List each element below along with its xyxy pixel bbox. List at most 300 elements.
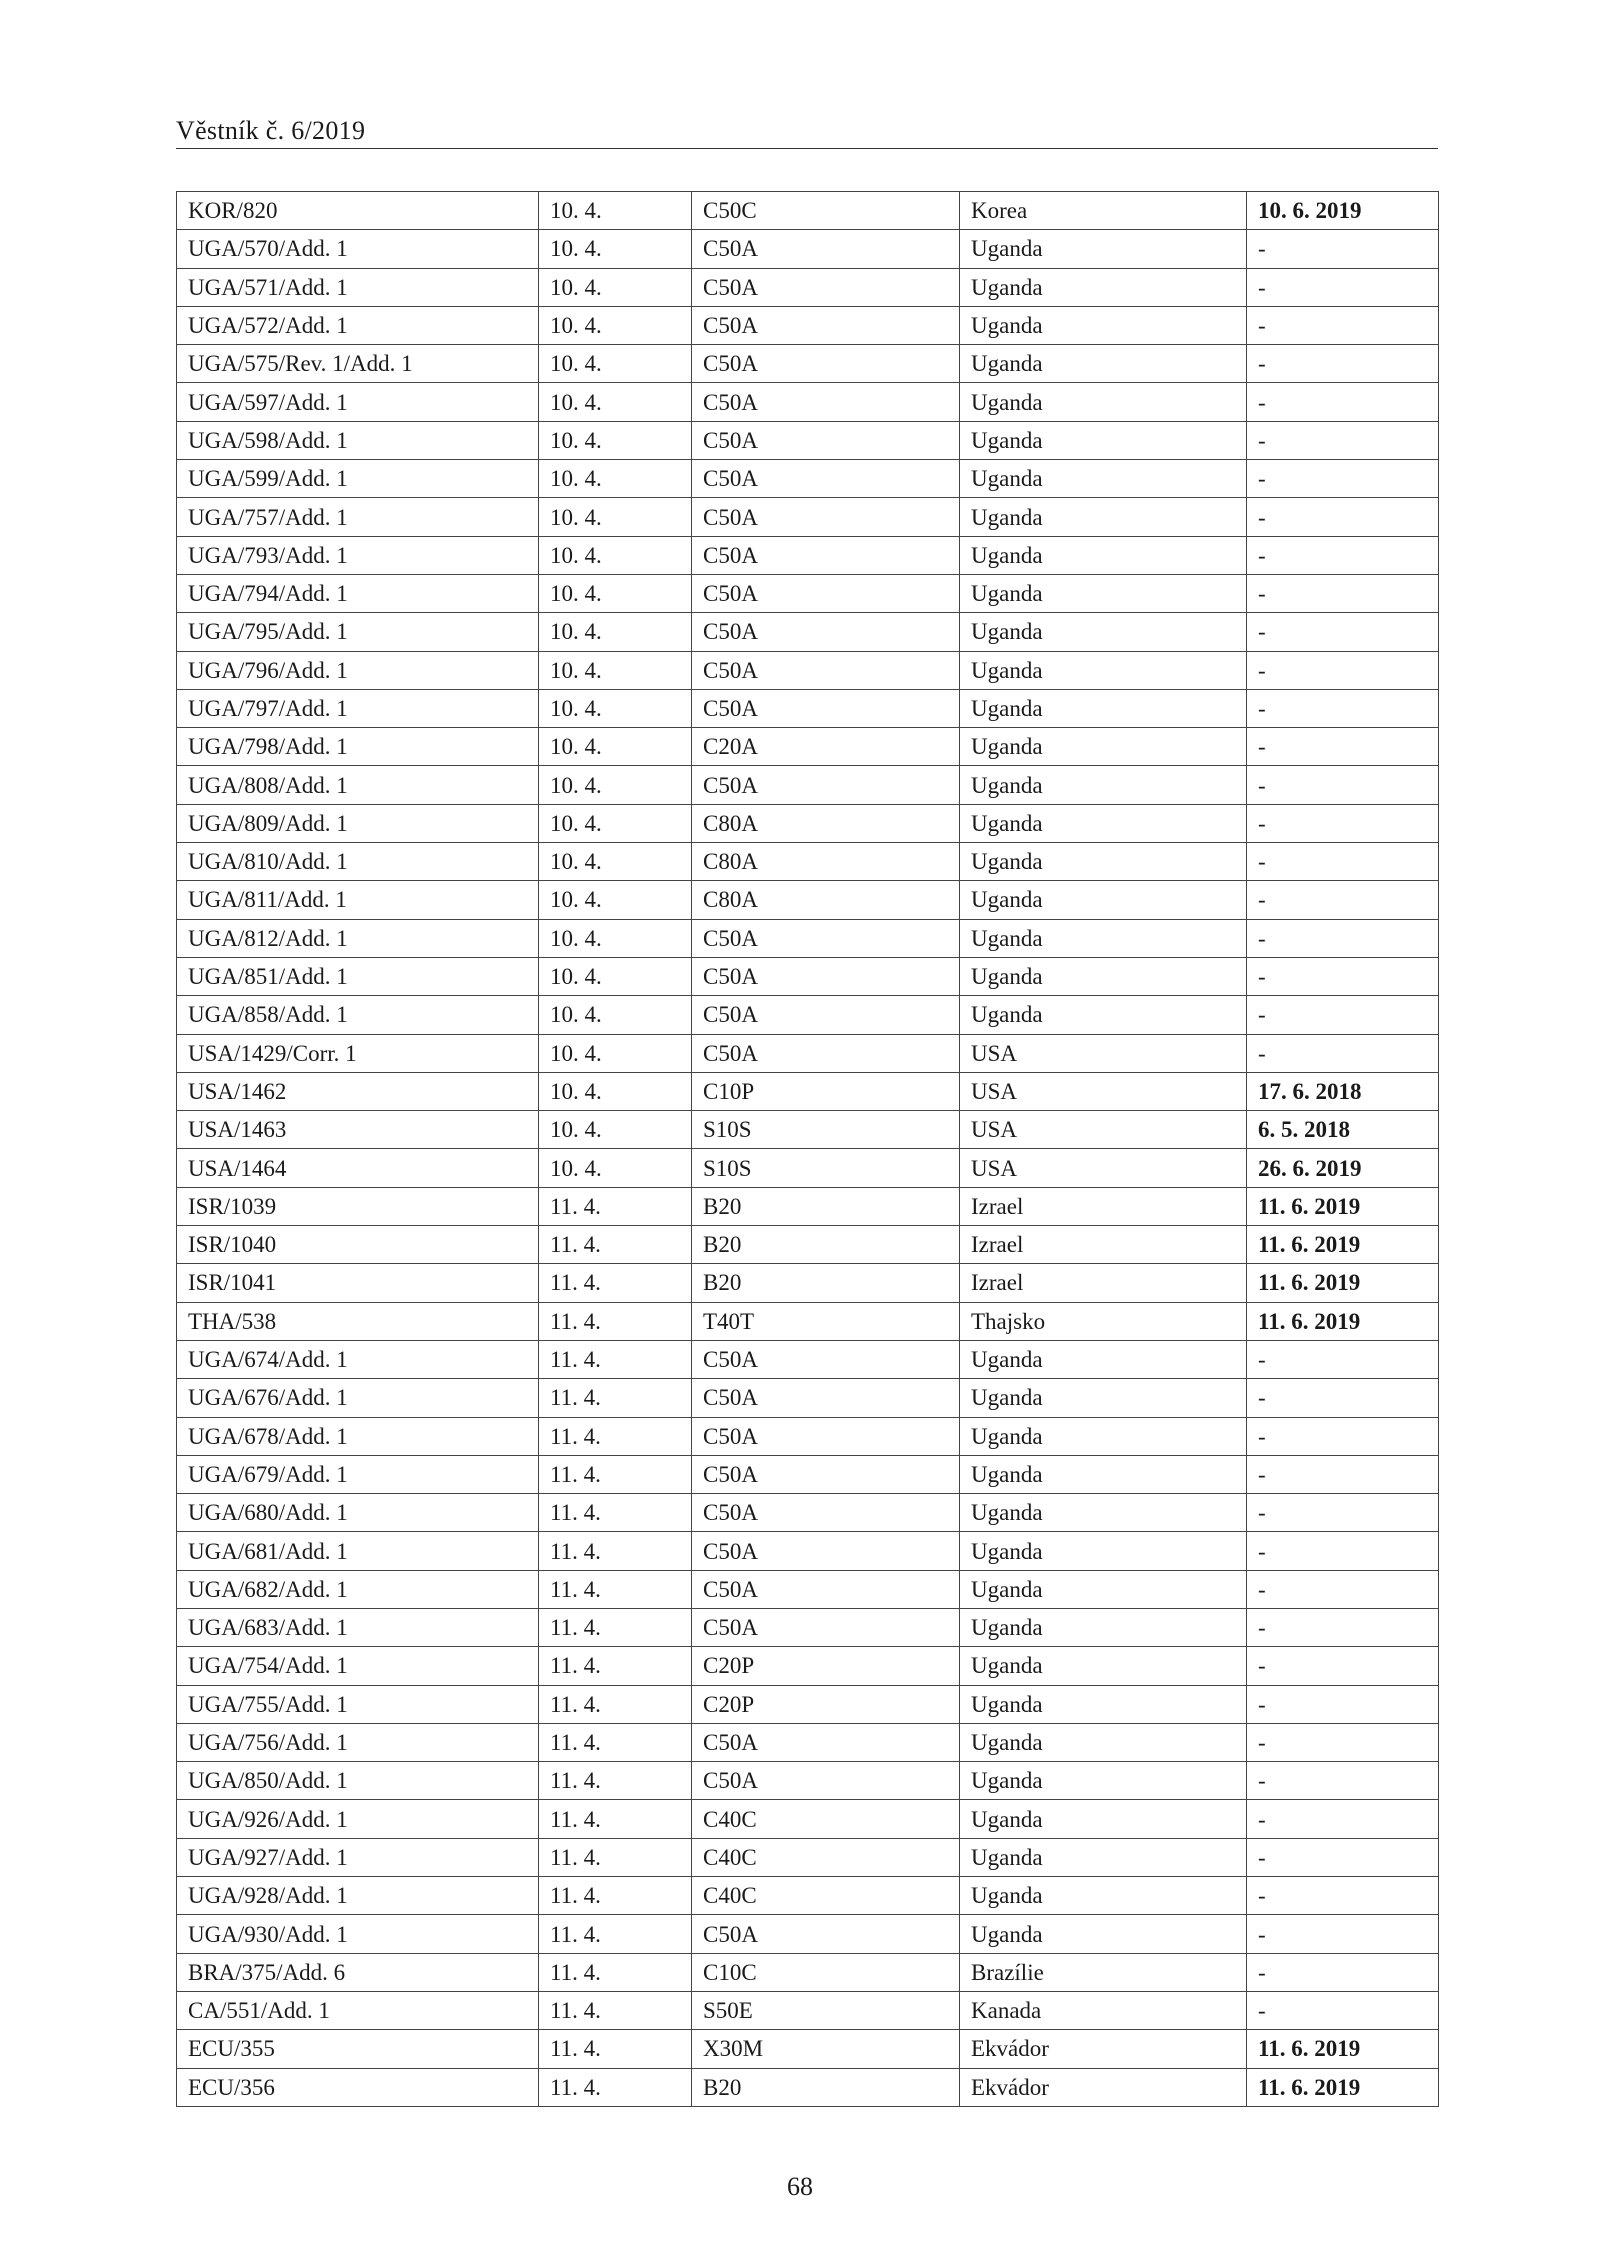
country-cell: Ekvádor: [960, 2068, 1247, 2106]
reference-cell: UGA/810/Add. 1: [177, 843, 539, 881]
code-cell: C50A: [692, 1455, 960, 1493]
reference-cell: UGA/756/Add. 1: [177, 1723, 539, 1761]
code-cell: C50A: [692, 651, 960, 689]
date-cell: 11. 4.: [539, 1340, 692, 1378]
date-cell: 11. 4.: [539, 1762, 692, 1800]
table-row: [177, 192, 1439, 230]
code-cell: C50A: [692, 613, 960, 651]
deadline-cell: -: [1247, 1877, 1439, 1915]
table-row: [177, 1838, 1439, 1876]
deadline-cell: -: [1247, 689, 1439, 727]
table-row: [177, 1915, 1439, 1953]
table-row: [177, 1608, 1439, 1646]
date-cell: 11. 4.: [539, 1877, 692, 1915]
table-row: [177, 1532, 1439, 1570]
deadline-cell: 17. 6. 2018: [1247, 1072, 1439, 1110]
reference-cell: UGA/812/Add. 1: [177, 919, 539, 957]
code-cell: S10S: [692, 1111, 960, 1149]
table-row: [177, 498, 1439, 536]
table-row: [177, 1111, 1439, 1149]
date-cell: 11. 4.: [539, 1379, 692, 1417]
reference-cell: ISR/1041: [177, 1264, 539, 1302]
deadline-cell: 11. 6. 2019: [1247, 2068, 1439, 2106]
date-cell: 11. 4.: [539, 2068, 692, 2106]
code-cell: C50A: [692, 1762, 960, 1800]
deadline-cell: -: [1247, 1953, 1439, 1991]
table-row: [177, 957, 1439, 995]
deadline-cell: -: [1247, 1608, 1439, 1646]
country-cell: Thajsko: [960, 1302, 1247, 1340]
date-cell: 11. 4.: [539, 1723, 692, 1761]
code-cell: C50A: [692, 1034, 960, 1072]
deadline-cell: -: [1247, 766, 1439, 804]
country-cell: Uganda: [960, 268, 1247, 306]
reference-cell: USA/1462: [177, 1072, 539, 1110]
reference-cell: USA/1464: [177, 1149, 539, 1187]
country-cell: USA: [960, 1034, 1247, 1072]
country-cell: Brazílie: [960, 1953, 1247, 1991]
date-cell: 10. 4.: [539, 306, 692, 344]
reference-cell: UGA/811/Add. 1: [177, 881, 539, 919]
code-cell: B20: [692, 1226, 960, 1264]
code-cell: C50A: [692, 766, 960, 804]
country-cell: Korea: [960, 192, 1247, 230]
reference-cell: UGA/597/Add. 1: [177, 383, 539, 421]
reference-cell: UGA/930/Add. 1: [177, 1915, 539, 1953]
deadline-cell: -: [1247, 536, 1439, 574]
table-row: [177, 306, 1439, 344]
reference-cell: USA/1463: [177, 1111, 539, 1149]
date-cell: 10. 4.: [539, 996, 692, 1034]
reference-cell: UGA/598/Add. 1: [177, 421, 539, 459]
table-row: [177, 1379, 1439, 1417]
code-cell: C50A: [692, 957, 960, 995]
date-cell: 10. 4.: [539, 651, 692, 689]
deadline-cell: 11. 6. 2019: [1247, 1187, 1439, 1225]
date-cell: 11. 4.: [539, 1417, 692, 1455]
table-row: [177, 1723, 1439, 1761]
code-cell: C50A: [692, 345, 960, 383]
country-cell: Uganda: [960, 383, 1247, 421]
code-cell: B20: [692, 1264, 960, 1302]
table-row: [177, 1991, 1439, 2029]
date-cell: 10. 4.: [539, 383, 692, 421]
deadline-cell: -: [1247, 268, 1439, 306]
country-cell: Uganda: [960, 996, 1247, 1034]
reference-cell: ECU/355: [177, 2030, 539, 2068]
country-cell: Izrael: [960, 1226, 1247, 1264]
table-row: [177, 574, 1439, 612]
country-cell: Uganda: [960, 766, 1247, 804]
table-row: [177, 613, 1439, 651]
code-cell: C50A: [692, 1915, 960, 1953]
reference-cell: ISR/1040: [177, 1226, 539, 1264]
table-row: [177, 1340, 1439, 1378]
code-cell: C20A: [692, 728, 960, 766]
table-row: [177, 1455, 1439, 1493]
country-cell: Uganda: [960, 957, 1247, 995]
reference-cell: ECU/356: [177, 2068, 539, 2106]
code-cell: C40C: [692, 1800, 960, 1838]
code-cell: C50A: [692, 996, 960, 1034]
table-row: [177, 919, 1439, 957]
country-cell: Uganda: [960, 1417, 1247, 1455]
reference-cell: UGA/794/Add. 1: [177, 574, 539, 612]
reference-cell: UGA/808/Add. 1: [177, 766, 539, 804]
deadline-cell: -: [1247, 1034, 1439, 1072]
table-row: [177, 804, 1439, 842]
date-cell: 10. 4.: [539, 881, 692, 919]
reference-cell: UGA/798/Add. 1: [177, 728, 539, 766]
reference-cell: UGA/796/Add. 1: [177, 651, 539, 689]
deadline-cell: -: [1247, 1762, 1439, 1800]
code-cell: C80A: [692, 843, 960, 881]
reference-cell: UGA/575/Rev. 1/Add. 1: [177, 345, 539, 383]
table-body: [177, 192, 1439, 2107]
reference-cell: UGA/679/Add. 1: [177, 1455, 539, 1493]
code-cell: C50A: [692, 306, 960, 344]
journal-title: Věstník č. 6/2019: [176, 116, 366, 145]
country-cell: Uganda: [960, 919, 1247, 957]
deadline-cell: -: [1247, 1340, 1439, 1378]
reference-cell: UGA/682/Add. 1: [177, 1570, 539, 1608]
country-cell: Uganda: [960, 1877, 1247, 1915]
table-row: [177, 996, 1439, 1034]
country-cell: Uganda: [960, 881, 1247, 919]
reference-cell: BRA/375/Add. 6: [177, 1953, 539, 1991]
date-cell: 11. 4.: [539, 1953, 692, 1991]
date-cell: 11. 4.: [539, 1570, 692, 1608]
code-cell: B20: [692, 2068, 960, 2106]
table-row: [177, 1570, 1439, 1608]
code-cell: C50A: [692, 1570, 960, 1608]
reference-cell: THA/538: [177, 1302, 539, 1340]
date-cell: 11. 4.: [539, 1800, 692, 1838]
table-row: [177, 766, 1439, 804]
code-cell: C50A: [692, 383, 960, 421]
deadline-cell: -: [1247, 1494, 1439, 1532]
deadline-cell: -: [1247, 1570, 1439, 1608]
table-row: [177, 689, 1439, 727]
table-row: [177, 1877, 1439, 1915]
country-cell: Uganda: [960, 1379, 1247, 1417]
country-cell: Uganda: [960, 574, 1247, 612]
country-cell: Uganda: [960, 230, 1247, 268]
reference-cell: UGA/927/Add. 1: [177, 1838, 539, 1876]
deadline-cell: -: [1247, 1647, 1439, 1685]
country-cell: Uganda: [960, 421, 1247, 459]
deadline-cell: 6. 5. 2018: [1247, 1111, 1439, 1149]
reference-cell: UGA/793/Add. 1: [177, 536, 539, 574]
country-cell: Izrael: [960, 1187, 1247, 1225]
page-header: [176, 112, 1438, 149]
deadline-cell: -: [1247, 383, 1439, 421]
date-cell: 11. 4.: [539, 1838, 692, 1876]
date-cell: 10. 4.: [539, 957, 692, 995]
table-row: [177, 1762, 1439, 1800]
country-cell: Uganda: [960, 1608, 1247, 1646]
table-row: [177, 1072, 1439, 1110]
deadline-cell: -: [1247, 1685, 1439, 1723]
country-cell: Uganda: [960, 498, 1247, 536]
deadline-cell: -: [1247, 651, 1439, 689]
code-cell: C50A: [692, 1723, 960, 1761]
reference-cell: UGA/680/Add. 1: [177, 1494, 539, 1532]
date-cell: 10. 4.: [539, 689, 692, 727]
country-cell: USA: [960, 1111, 1247, 1149]
reference-cell: UGA/754/Add. 1: [177, 1647, 539, 1685]
table-row: [177, 1685, 1439, 1723]
country-cell: Uganda: [960, 1762, 1247, 1800]
deadline-cell: -: [1247, 1379, 1439, 1417]
country-cell: Uganda: [960, 689, 1247, 727]
date-cell: 10. 4.: [539, 421, 692, 459]
reference-cell: UGA/572/Add. 1: [177, 306, 539, 344]
deadline-cell: -: [1247, 996, 1439, 1034]
country-cell: Uganda: [960, 728, 1247, 766]
code-cell: C50A: [692, 919, 960, 957]
date-cell: 11. 4.: [539, 1264, 692, 1302]
deadline-cell: 11. 6. 2019: [1247, 1226, 1439, 1264]
reference-cell: UGA/795/Add. 1: [177, 613, 539, 651]
country-cell: Uganda: [960, 1915, 1247, 1953]
reference-cell: CA/551/Add. 1: [177, 1991, 539, 2029]
date-cell: 10. 4.: [539, 919, 692, 957]
reference-cell: UGA/755/Add. 1: [177, 1685, 539, 1723]
country-cell: Uganda: [960, 345, 1247, 383]
reference-cell: UGA/676/Add. 1: [177, 1379, 539, 1417]
code-cell: C50A: [692, 536, 960, 574]
table-row: [177, 1264, 1439, 1302]
code-cell: C50A: [692, 1340, 960, 1378]
page-number: 68: [787, 2172, 813, 2201]
reference-cell: UGA/926/Add. 1: [177, 1800, 539, 1838]
deadline-cell: -: [1247, 345, 1439, 383]
country-cell: Uganda: [960, 306, 1247, 344]
date-cell: 10. 4.: [539, 1111, 692, 1149]
country-cell: Ekvádor: [960, 2030, 1247, 2068]
date-cell: 10. 4.: [539, 268, 692, 306]
deadline-cell: -: [1247, 498, 1439, 536]
code-cell: C50C: [692, 192, 960, 230]
deadline-cell: -: [1247, 613, 1439, 651]
date-cell: 11. 4.: [539, 1685, 692, 1723]
reference-cell: UGA/599/Add. 1: [177, 460, 539, 498]
reference-cell: UGA/674/Add. 1: [177, 1340, 539, 1378]
date-cell: 10. 4.: [539, 536, 692, 574]
deadline-cell: 11. 6. 2019: [1247, 1264, 1439, 1302]
table-row: [177, 421, 1439, 459]
country-cell: Uganda: [960, 1494, 1247, 1532]
date-cell: 11. 4.: [539, 1991, 692, 2029]
code-cell: C50A: [692, 498, 960, 536]
code-cell: C80A: [692, 881, 960, 919]
country-cell: Uganda: [960, 1685, 1247, 1723]
table-row: [177, 1647, 1439, 1685]
table-row: [177, 728, 1439, 766]
date-cell: 10. 4.: [539, 1149, 692, 1187]
code-cell: C50A: [692, 574, 960, 612]
reference-cell: UGA/851/Add. 1: [177, 957, 539, 995]
table-row: [177, 1953, 1439, 1991]
code-cell: C80A: [692, 804, 960, 842]
code-cell: T40T: [692, 1302, 960, 1340]
date-cell: 10. 4.: [539, 498, 692, 536]
table-row: [177, 1187, 1439, 1225]
deadline-cell: -: [1247, 1800, 1439, 1838]
country-cell: Uganda: [960, 613, 1247, 651]
table-row: [177, 1494, 1439, 1532]
code-cell: C50A: [692, 230, 960, 268]
table-row: [177, 1800, 1439, 1838]
country-cell: Uganda: [960, 651, 1247, 689]
date-cell: 10. 4.: [539, 1034, 692, 1072]
deadline-cell: -: [1247, 1723, 1439, 1761]
table-row: [177, 1149, 1439, 1187]
code-cell: C50A: [692, 1417, 960, 1455]
deadline-cell: -: [1247, 957, 1439, 995]
table-row: [177, 1417, 1439, 1455]
deadline-cell: -: [1247, 230, 1439, 268]
date-cell: 10. 4.: [539, 192, 692, 230]
notifications-table: [176, 191, 1439, 2107]
reference-cell: UGA/797/Add. 1: [177, 689, 539, 727]
deadline-cell: -: [1247, 1455, 1439, 1493]
date-cell: 10. 4.: [539, 230, 692, 268]
reference-cell: UGA/809/Add. 1: [177, 804, 539, 842]
code-cell: C50A: [692, 1494, 960, 1532]
reference-cell: UGA/678/Add. 1: [177, 1417, 539, 1455]
deadline-cell: -: [1247, 728, 1439, 766]
deadline-cell: 11. 6. 2019: [1247, 1302, 1439, 1340]
table-row: [177, 536, 1439, 574]
date-cell: 11. 4.: [539, 1915, 692, 1953]
country-cell: Kanada: [960, 1991, 1247, 2029]
reference-cell: UGA/681/Add. 1: [177, 1532, 539, 1570]
deadline-cell: -: [1247, 881, 1439, 919]
date-cell: 10. 4.: [539, 574, 692, 612]
reference-cell: ISR/1039: [177, 1187, 539, 1225]
country-cell: Uganda: [960, 1455, 1247, 1493]
deadline-cell: -: [1247, 1532, 1439, 1570]
deadline-cell: -: [1247, 919, 1439, 957]
reference-cell: KOR/820: [177, 192, 539, 230]
deadline-cell: -: [1247, 421, 1439, 459]
deadline-cell: 11. 6. 2019: [1247, 2030, 1439, 2068]
table-row: [177, 230, 1439, 268]
date-cell: 10. 4.: [539, 804, 692, 842]
deadline-cell: -: [1247, 1838, 1439, 1876]
table-row: [177, 268, 1439, 306]
country-cell: Uganda: [960, 536, 1247, 574]
date-cell: 10. 4.: [539, 460, 692, 498]
date-cell: 11. 4.: [539, 1608, 692, 1646]
reference-cell: UGA/683/Add. 1: [177, 1608, 539, 1646]
code-cell: C40C: [692, 1877, 960, 1915]
country-cell: Uganda: [960, 1570, 1247, 1608]
country-cell: USA: [960, 1072, 1247, 1110]
date-cell: 11. 4.: [539, 1226, 692, 1264]
code-cell: C50A: [692, 1532, 960, 1570]
code-cell: C50A: [692, 1608, 960, 1646]
deadline-cell: -: [1247, 1417, 1439, 1455]
country-cell: Uganda: [960, 843, 1247, 881]
country-cell: Uganda: [960, 1532, 1247, 1570]
deadline-cell: -: [1247, 306, 1439, 344]
date-cell: 10. 4.: [539, 766, 692, 804]
reference-cell: UGA/570/Add. 1: [177, 230, 539, 268]
reference-cell: UGA/850/Add. 1: [177, 1762, 539, 1800]
code-cell: S10S: [692, 1149, 960, 1187]
country-cell: Uganda: [960, 1800, 1247, 1838]
date-cell: 11. 4.: [539, 1532, 692, 1570]
table-row: [177, 460, 1439, 498]
code-cell: C50A: [692, 689, 960, 727]
date-cell: 11. 4.: [539, 2030, 692, 2068]
code-cell: C10P: [692, 1072, 960, 1110]
deadline-cell: 10. 6. 2019: [1247, 192, 1439, 230]
table-row: [177, 651, 1439, 689]
code-cell: S50E: [692, 1991, 960, 2029]
date-cell: 11. 4.: [539, 1494, 692, 1532]
deadline-cell: 26. 6. 2019: [1247, 1149, 1439, 1187]
date-cell: 10. 4.: [539, 345, 692, 383]
reference-cell: UGA/858/Add. 1: [177, 996, 539, 1034]
deadline-cell: -: [1247, 843, 1439, 881]
country-cell: USA: [960, 1149, 1247, 1187]
code-cell: C50A: [692, 1379, 960, 1417]
date-cell: 11. 4.: [539, 1302, 692, 1340]
reference-cell: UGA/928/Add. 1: [177, 1877, 539, 1915]
country-cell: Uganda: [960, 1340, 1247, 1378]
table-row: [177, 2030, 1439, 2068]
date-cell: 10. 4.: [539, 843, 692, 881]
table-row: [177, 1226, 1439, 1264]
country-cell: Izrael: [960, 1264, 1247, 1302]
country-cell: Uganda: [960, 1723, 1247, 1761]
code-cell: B20: [692, 1187, 960, 1225]
deadline-cell: -: [1247, 804, 1439, 842]
code-cell: X30M: [692, 2030, 960, 2068]
code-cell: C10C: [692, 1953, 960, 1991]
table-row: [177, 1034, 1439, 1072]
deadline-cell: -: [1247, 574, 1439, 612]
reference-cell: UGA/571/Add. 1: [177, 268, 539, 306]
table-row: [177, 843, 1439, 881]
deadline-cell: -: [1247, 460, 1439, 498]
date-cell: 11. 4.: [539, 1647, 692, 1685]
reference-cell: UGA/757/Add. 1: [177, 498, 539, 536]
code-cell: C50A: [692, 460, 960, 498]
date-cell: 10. 4.: [539, 728, 692, 766]
date-cell: 11. 4.: [539, 1187, 692, 1225]
table-row: [177, 881, 1439, 919]
code-cell: C50A: [692, 268, 960, 306]
table-row: [177, 2068, 1439, 2106]
code-cell: C50A: [692, 421, 960, 459]
code-cell: C20P: [692, 1647, 960, 1685]
country-cell: Uganda: [960, 804, 1247, 842]
table-row: [177, 345, 1439, 383]
country-cell: Uganda: [960, 460, 1247, 498]
country-cell: Uganda: [960, 1647, 1247, 1685]
table-row: [177, 1302, 1439, 1340]
table-row: [177, 383, 1439, 421]
deadline-cell: -: [1247, 1991, 1439, 2029]
code-cell: C40C: [692, 1838, 960, 1876]
date-cell: 10. 4.: [539, 613, 692, 651]
date-cell: 10. 4.: [539, 1072, 692, 1110]
